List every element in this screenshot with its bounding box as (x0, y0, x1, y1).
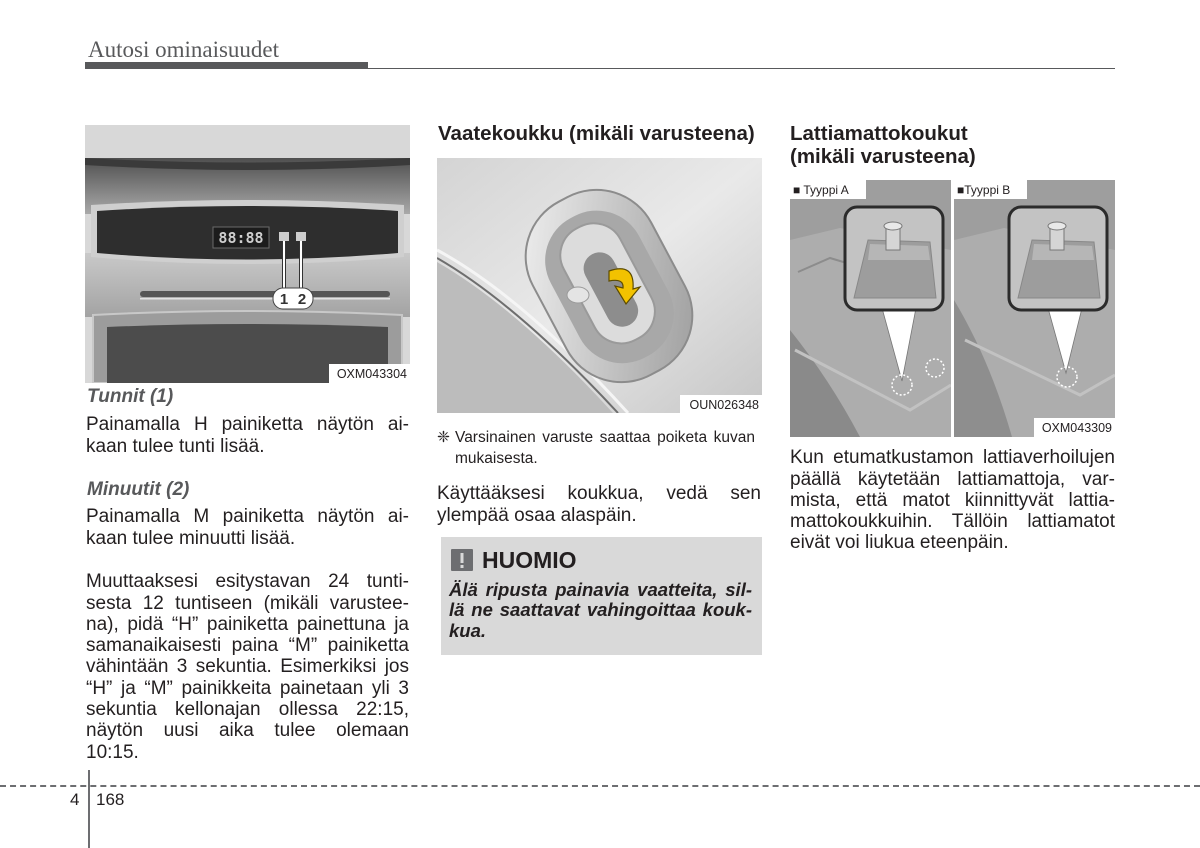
page-number: 168 (96, 790, 125, 809)
paragraph-line: Painamalla H painiketta näytön ai- (86, 414, 409, 436)
coat-hook-heading: Vaatekoukku (mikäli varusteena) (438, 122, 755, 145)
paragraph-line: kaan tulee tunti lisää. (86, 435, 265, 457)
paragraph-line: Käyttääksesi koukkua, vedä sen (437, 483, 761, 504)
clock-panel-figure (85, 125, 410, 383)
footer-divider (88, 770, 90, 848)
type-a-label: ■ Tyyppi A (793, 183, 849, 197)
figure-caption: OUN026348 (689, 398, 759, 412)
header-bar (85, 62, 368, 69)
hours-paragraph (86, 414, 409, 457)
coat-hook-illustration (437, 158, 762, 413)
paragraph-line: na), pidä “H” painiketta painettuna ja (86, 613, 409, 635)
note-line: Varsinainen varuste saattaa poiketa kuvan (455, 428, 755, 446)
page-header-title: Autosi ominaisuudet (88, 37, 280, 62)
paragraph-line: kaan tulee minuutti lisää. (86, 527, 296, 549)
figure-caption: OXM043309 (1041, 421, 1112, 435)
paragraph-line: eivät voi liukua eteenpäin. (790, 532, 1009, 554)
clock-display: 88:88 (218, 229, 264, 247)
minutes-heading: Minuutit (2) (87, 478, 190, 500)
floor-mat-hooks-heading (790, 122, 976, 168)
note-symbol: ❈ (437, 428, 450, 446)
chapter-number: 4 (70, 790, 80, 809)
paragraph-line: Kun etumatkustamon lattiaverhoilujen (790, 447, 1115, 469)
paragraph-line: näytön uusi aika tulee olemaan (86, 720, 409, 742)
caution-icon (451, 549, 473, 571)
floor-mat-paragraph (790, 447, 1115, 553)
minute-button-icon (296, 232, 306, 241)
paragraph-line: päällä käytetään lattiamattoja, var- (790, 468, 1115, 490)
floor-mat-hooks-figure (790, 180, 1115, 437)
paragraph-line: 10:15. (86, 741, 139, 763)
type-a-magnifier-inset (845, 207, 943, 310)
coat-hook-figure (437, 158, 762, 413)
hour-button-icon (279, 232, 289, 241)
paragraph-line: mattokoukkuihin. Tällöin lattiamatot (790, 511, 1115, 532)
type-b-label: ■Tyyppi B (957, 183, 1011, 197)
callout-label-1: 1 (279, 291, 289, 308)
paragraph-line: ylempää osaa alaspäin. (437, 505, 637, 526)
coat-hook-paragraph (437, 483, 761, 527)
header-rule (368, 68, 1115, 70)
caution-line: lä ne saattavat vahingoittaa kouk- (449, 599, 752, 620)
caution-line: Älä ripusta painavia vaatteita, sil- (449, 578, 752, 600)
paragraph-line: Painamalla M painiketta näytön ai- (86, 506, 409, 528)
figure-caption: OXM043304 (336, 367, 407, 381)
note-line: mukaisesta. (455, 449, 538, 467)
heading-line: Lattiamattokoukut (790, 121, 968, 145)
caution-title: HUOMIO (482, 547, 577, 573)
paragraph-line: Muuttaaksesi esitystavan 24 tunti- (86, 571, 409, 593)
note-text (455, 427, 755, 469)
paragraph-line: sekuntia kellonajan ollessa 22:15, (86, 699, 409, 721)
footer-rule (0, 785, 1200, 787)
caution-line: kua. (449, 619, 487, 641)
paragraph-line: vähintään 3 sekuntia. Esimerkiksi jos (86, 656, 409, 678)
hours-heading: Tunnit (1) (87, 385, 174, 407)
type-b-magnifier-inset (1009, 207, 1107, 310)
time-format-paragraph (86, 571, 409, 763)
paragraph-line: samanaikaisesti paina “M” painiketta (86, 635, 409, 657)
minutes-paragraph (86, 506, 409, 549)
paragraph-line: “H” ja “M” painikkeita painetaan yli 3 (86, 677, 409, 699)
heading-line: (mikäli varusteena) (790, 144, 976, 168)
caution-text (449, 580, 752, 642)
paragraph-line: sesta 12 tuntiseen (mikäli varustee- (86, 592, 409, 614)
clock-panel-illustration (85, 125, 410, 383)
paragraph-line: mista, että matot kiinnittyvät lattia- (790, 489, 1115, 511)
callout-label-2: 2 (297, 291, 307, 308)
floor-mat-hooks-illustration (790, 180, 1115, 437)
